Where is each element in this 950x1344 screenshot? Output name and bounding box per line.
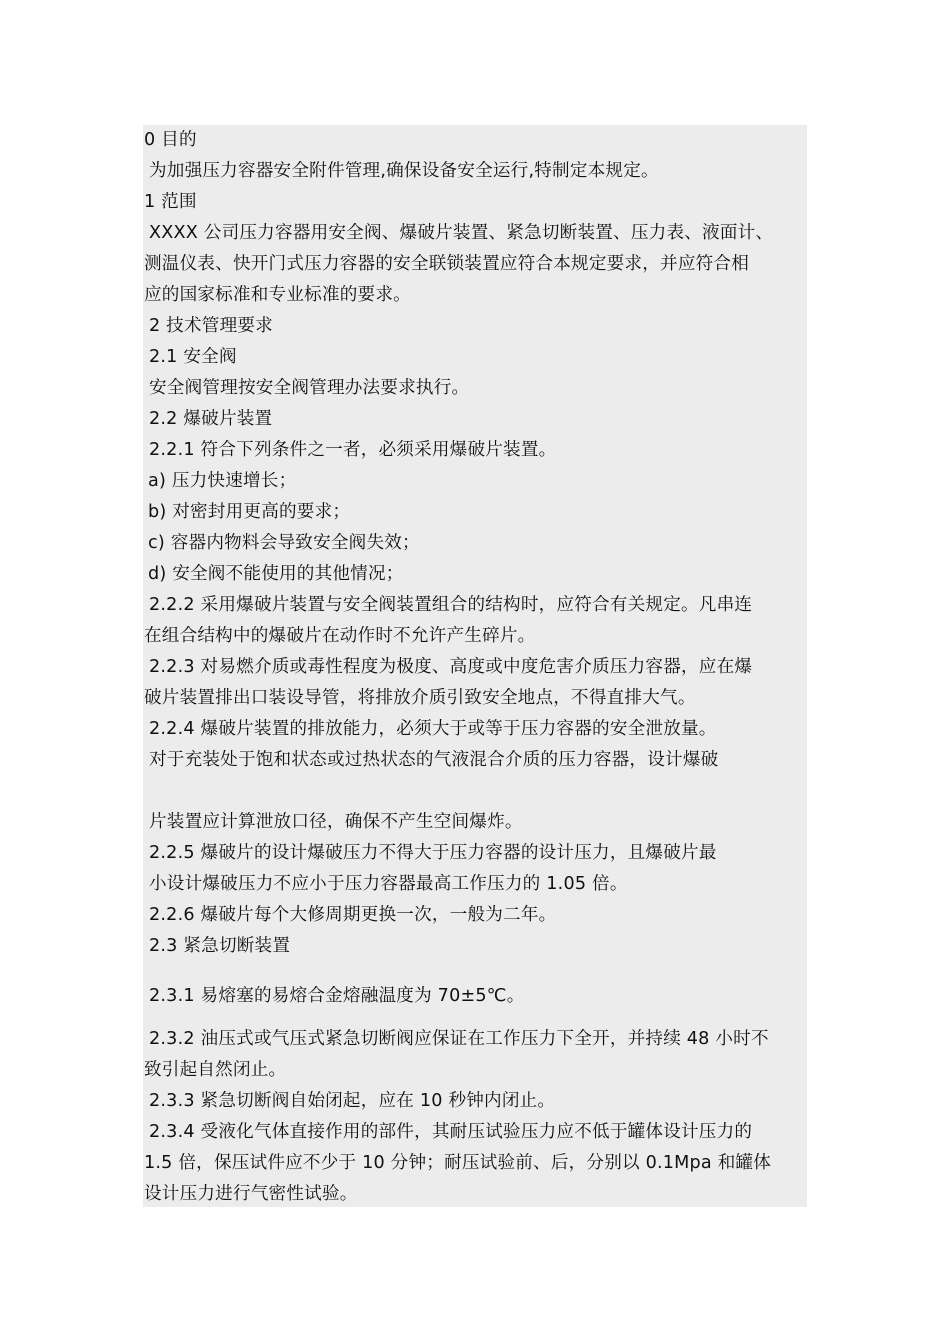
paragraph-line: 2.3.1 易熔塞的易熔合金熔融温度为 70±5℃。 [149, 986, 525, 1006]
paragraph-line: 1.5 倍，保压试件应不少于 10 分钟；耐压试验前、后，分别以 0.1Mpa 和罐体 [144, 1153, 772, 1173]
section-heading-purpose: 0 目的 [144, 130, 197, 150]
paragraph-line: 对于充装处于饱和状态或过热状态的气液混合介质的压力容器，设计爆破 [149, 750, 719, 770]
paragraph-line: 2.2.1 符合下列条件之一者，必须采用爆破片装置。 [149, 440, 557, 460]
paragraph-line: 2.2.2 采用爆破片装置与安全阀装置组合的结构时，应符合有关规定。凡串连 [149, 595, 753, 615]
list-item: d) 安全阀不能使用的其他情况； [148, 564, 404, 584]
paragraph-line: 致引起自然闭止。 [144, 1060, 287, 1080]
paragraph-line: 2.3.2 油压式或气压式紧急切断阀应保证在工作压力下全开，并持续 48 小时不 [149, 1029, 769, 1049]
paragraph-line: 2.2.5 爆破片的设计爆破压力不得大于压力容器的设计压力，且爆破片最 [149, 843, 717, 863]
paragraph-line: 安全阀管理按安全阀管理办法要求执行。 [149, 378, 470, 398]
paragraph-line: 设计压力进行气密性试验。 [144, 1184, 358, 1204]
paragraph-line: 2.2.3 对易燃介质或毒性程度为极度、高度或中度危害介质压力容器，应在爆 [149, 657, 753, 677]
subsection-heading: 2.3 紧急切断装置 [149, 936, 291, 956]
document-body [143, 125, 807, 1207]
section-heading-scope: 1 范围 [144, 192, 197, 212]
subsection-heading: 2.2 爆破片装置 [149, 409, 273, 429]
paragraph-line: 2.2.4 爆破片装置的排放能力，必须大于或等于压力容器的安全泄放量。 [149, 719, 717, 739]
paragraph-line: 在组合结构中的爆破片在动作时不允许产生碎片。 [144, 626, 536, 646]
paragraph-line: 测温仪表、快开门式压力容器的安全联锁装置应符合本规定要求，并应符合相 [144, 254, 749, 274]
section-heading-technical-requirements: 2 技术管理要求 [149, 316, 273, 336]
paragraph-line: 应的国家标准和专业标准的要求。 [144, 285, 411, 305]
list-item: b) 对密封用更高的要求； [148, 502, 351, 522]
paragraph-line: 2.2.6 爆破片每个大修周期更换一次，一般为二年。 [149, 905, 557, 925]
paragraph-line: 2.3.3 紧急切断阀自始闭起，应在 10 秒钟内闭止。 [149, 1091, 556, 1111]
paragraph-line: 2.3.4 受液化气体直接作用的部件，其耐压试验压力应不低于罐体设计压力的 [149, 1122, 753, 1142]
paragraph-line: XXXX 公司压力容器用安全阀、爆破片装置、紧急切断装置、压力表、液面计、 [149, 223, 774, 243]
list-item: a) 压力快速增长； [148, 471, 297, 491]
paragraph-line: 为加强压力容器安全附件管理,确保设备安全运行,特制定本规定。 [149, 161, 659, 181]
paragraph-line: 小设计爆破压力不应小于压力容器最高工作压力的 1.05 倍。 [149, 874, 628, 894]
paragraph-line: 破片装置排出口装设导管，将排放介质引致安全地点，不得直排大气。 [144, 688, 696, 708]
subsection-heading: 2.1 安全阀 [149, 347, 237, 367]
paragraph-line: 片装置应计算泄放口径，确保不产生空间爆炸。 [149, 812, 523, 832]
list-item: c) 容器内物料会导致安全阀失效； [148, 533, 420, 553]
